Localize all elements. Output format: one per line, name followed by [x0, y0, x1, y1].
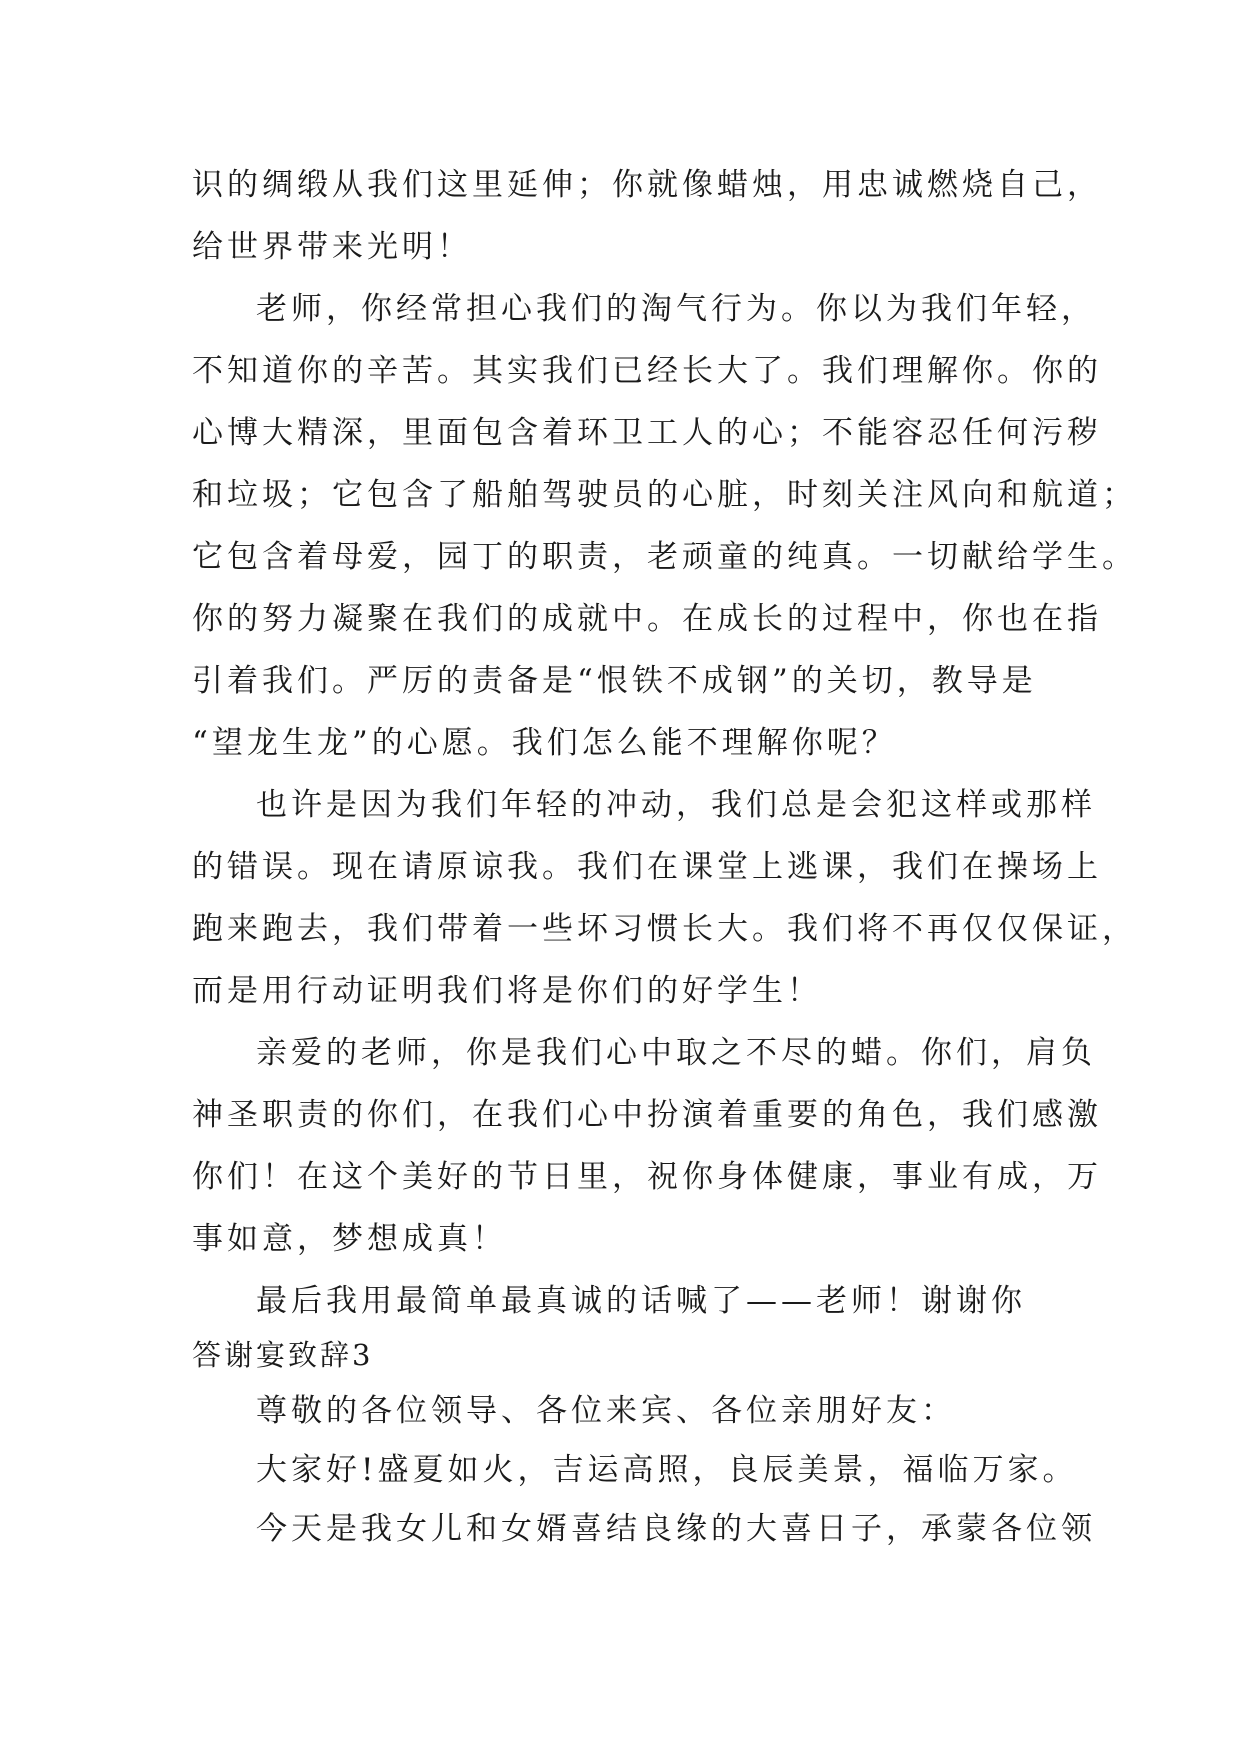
- text-line: “望龙生龙”的心愿。我们怎么能不理解你呢？: [192, 725, 897, 761]
- text-line: 事如意，梦想成真！: [192, 1221, 507, 1257]
- text-line: 而是用行动证明我们将是你们的好学生！: [192, 973, 822, 1009]
- text-line: 心博大精深，里面包含着环卫工人的心；不能容忍任何污秽: [192, 415, 1102, 451]
- text-line: 你的努力凝聚在我们的成就中。在成长的过程中，你也在指: [192, 601, 1102, 637]
- letter-body: [192, 154, 1137, 1332]
- text-line: 识的绸缎从我们这里延伸；你就像蜡烛，用忠诚燃烧自己，: [192, 167, 1102, 203]
- paragraph-start-line: 今天是我女儿和女婿喜结良缘的大喜日子，承蒙各位领: [256, 1511, 1096, 1547]
- text-line: 神圣职责的你们，在我们心中扮演着重要的角色，我们感激: [192, 1097, 1102, 1133]
- section-heading-block: [192, 1324, 1062, 1386]
- paragraph-start-line: 最后我用最简单最真诚的话喊了——老师！谢谢你: [256, 1283, 1026, 1319]
- text-line: 和垃圾；它包含了船舶驾驶员的心脏，时刻关注风向和航道；: [192, 477, 1137, 513]
- section-heading: 答谢宴致辞3: [192, 1338, 374, 1372]
- paragraph-start-line: 也许是因为我们年轻的冲动，我们总是会犯这样或那样: [256, 787, 1096, 823]
- text-line: 不知道你的辛苦。其实我们已经长大了。我们理解你。你的: [192, 353, 1102, 389]
- paragraph-start-line: 老师，你经常担心我们的淘气行为。你以为我们年轻，: [256, 291, 1096, 327]
- paragraph-start-line: 亲爱的老师，你是我们心中取之不尽的蜡。你们，肩负: [256, 1035, 1096, 1071]
- text-line: 给世界带来光明！: [192, 229, 472, 265]
- paragraph-start-line: 大家好!盛夏如火，吉运高照，良辰美景，福临万家。: [256, 1452, 1078, 1488]
- text-line: 的错误。现在请原谅我。我们在课堂上逃课，我们在操场上: [192, 849, 1102, 885]
- text-line: 跑来跑去，我们带着一些坏习惯长大。我们将不再仅仅保证，: [192, 911, 1137, 947]
- text-line: 引着我们。严厉的责备是“恨铁不成钢”的关切，教导是: [192, 663, 1037, 699]
- text-line: 你们！在这个美好的节日里，祝你身体健康，事业有成，万: [192, 1159, 1102, 1195]
- salutation-line: 尊敬的各位领导、各位来宾、各位亲朋好友：: [256, 1393, 956, 1429]
- speech-body: [192, 1382, 1096, 1559]
- text-line: 它包含着母爱，园丁的职责，老顽童的纯真。一切献给学生。: [192, 539, 1137, 575]
